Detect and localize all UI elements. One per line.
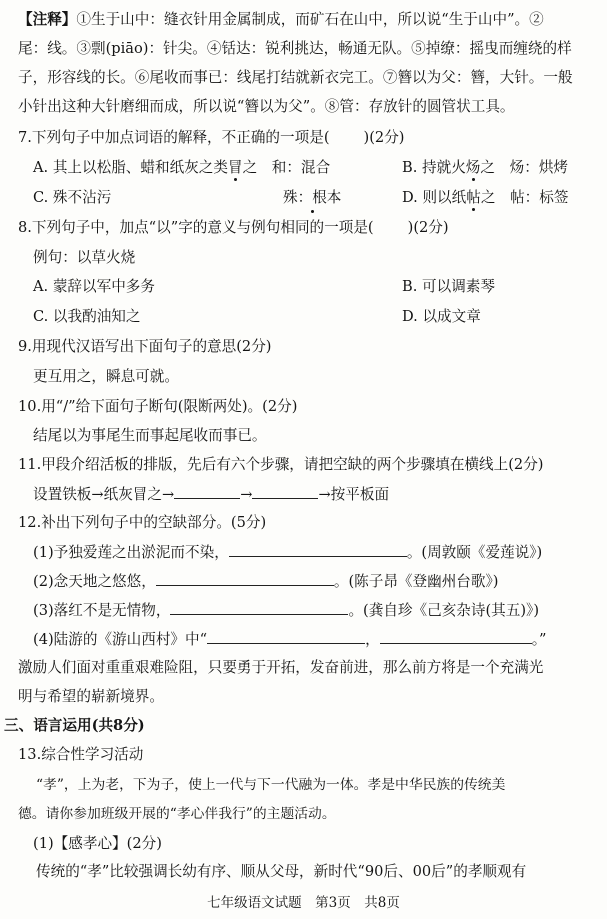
q8-option-d[interactable]: D. 以成文章	[402, 308, 481, 325]
q12-sentence-2: (2)念天地之悠悠， 。(陈子昂《登幽州台歌》)	[33, 573, 499, 590]
q7-option-c-meaning: 殊：根本	[283, 189, 342, 206]
q8-option-b[interactable]: B. 可以调素琴	[402, 278, 495, 295]
q8-example: 例句：以草火烧	[33, 249, 136, 266]
annotation-line-4: 小针出这种大针磨细而成，所以说“簪以为父”。⑧管：存放针的圆管状工具。	[18, 98, 515, 115]
question-7-stem: 7.下列句子中加点词语的解释，不正确的一项是( )(2分)	[18, 129, 405, 146]
section-3-title: 三、语言运用(共8分)	[4, 717, 145, 734]
question-8-options-row-1	[0, 277, 607, 297]
q13-text-1: “孝”，上为老，下为子，使上一代与下一代融为一体。孝是中华民族的传统美	[36, 777, 506, 793]
q7-option-b[interactable]: B. 持就火炀之 炀：烘烤	[402, 159, 569, 176]
q11-step-blank-2[interactable]	[252, 484, 318, 499]
question-10-stem: 10.用“/”给下面句子断句(限断两处)。(2分)	[18, 398, 298, 415]
page-footer: 七年级语文试题 第3页 共8页	[207, 895, 400, 911]
q12-blank-2[interactable]	[156, 571, 334, 586]
q12-follow-text-1: 激励人们面对重重艰难险阻，只要勇于开拓，发奋前进，那么前方将是一个充满光	[18, 659, 544, 676]
annotation-line-2: 尾：线。③剽(piāo)：针尖。④铦达：锐利挑达，畅通无队。⑤掉缭：摇曳而缠绕的样	[18, 40, 572, 57]
question-13-stem: 13.综合性学习活动	[18, 746, 144, 763]
q13-subquestion-1: (1)【感孝心】(2分)	[33, 835, 162, 852]
q12-blank-4[interactable]	[207, 629, 365, 644]
q12-sentence-3: (3)落红不是无情物， 。(龚自珍《己亥杂诗(其五)》)	[33, 602, 540, 619]
q12-sentence-4: (4)陆游的《游山西村》中“ ， 。”	[33, 631, 547, 648]
annotation-line-1	[18, 10, 544, 30]
question-7-options-row-1	[0, 158, 607, 178]
annotation-label: 【注释】	[18, 11, 77, 28]
q11-steps: 设置铁板→纸灰冒之→ → →按平板面	[33, 486, 390, 503]
q13-text-2: 德。请你参加班级开展的“孝心伴我行”的主题活动。	[18, 806, 336, 822]
q7-option-a[interactable]: A. 其上以松脂、蜡和纸灰之类冒之 和：混合	[33, 159, 331, 176]
q12-follow-text-2: 明与希望的崭新境界。	[18, 688, 164, 705]
q11-step-blank-1[interactable]	[174, 484, 240, 499]
question-8-stem: 8.下列句子中，加点“以”字的意义与例句相同的一项是( )(2分)	[18, 219, 449, 236]
q8-option-c[interactable]: C. 以我酌油知之	[33, 308, 141, 325]
q7-option-c[interactable]: C. 殊不沾污	[33, 189, 112, 206]
question-9-stem: 9.用现代汉语写出下面句子的意思(2分)	[18, 338, 272, 355]
q7-option-d[interactable]: D. 则以纸帖之 帖：标签	[402, 189, 569, 206]
q12-blank-3[interactable]	[170, 600, 348, 615]
annotation-text-1: ①生于山中：缝衣针用金属制成，而矿石在山中，所以说“生于山中”。②	[76, 11, 544, 28]
q8-option-a[interactable]: A. 蒙辞以军中多务	[33, 278, 155, 295]
annotation-line-3: 子，形容线的长。⑥尾收而事已：线尾打结就新衣完工。⑦簪以为父：簪，大针。一般	[18, 69, 573, 86]
q12-blank-5[interactable]	[380, 629, 532, 644]
q9-text: 更互用之，瞬息可就。	[33, 368, 179, 385]
question-11-stem: 11.甲段介绍活板的排版，先后有六个步骤，请把空缺的两个步骤填在横线上(2分)	[18, 456, 544, 473]
question-8-options-row-2	[0, 307, 607, 327]
question-7-options-row-2	[0, 188, 607, 208]
q12-sentence-1: (1)予独爱莲之出淤泥而不染， 。(周敦颐《爱莲说》)	[33, 544, 543, 561]
q10-text: 结尾以为事尾生而事起尾收而事已。	[33, 427, 267, 444]
q13-text-3: 传统的“孝”比较强调长幼有序、顺从父母，新时代“90后、00后”的孝顺观有	[36, 863, 527, 880]
question-12-stem: 12.补出下列句子中的空缺部分。(5分)	[18, 514, 267, 531]
q12-blank-1[interactable]	[229, 542, 407, 557]
